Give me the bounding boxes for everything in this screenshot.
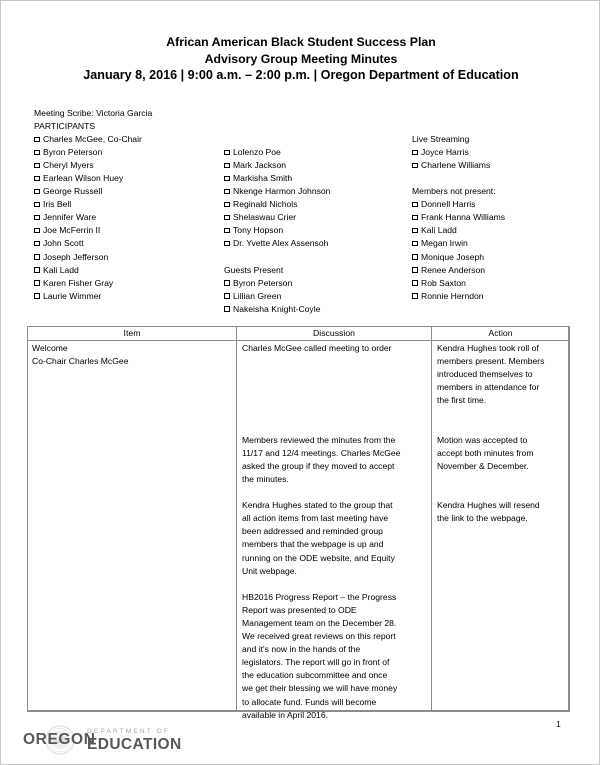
logo-text-oregon: OREGON — [23, 731, 96, 748]
discussion-line: to allocate fund. Funds will become — [242, 696, 377, 707]
participant-item — [224, 211, 404, 224]
action-line: accept both minutes from — [437, 447, 534, 458]
participant-name: George Russell — [43, 186, 103, 197]
checkbox-icon — [412, 163, 418, 169]
participant-name: Lolenzo Poe — [233, 147, 281, 158]
participant-item — [34, 172, 224, 185]
checkbox-icon — [412, 241, 418, 247]
absent-name: Renee Anderson — [421, 264, 486, 275]
checkbox-icon — [34, 228, 40, 234]
discussion-line: and it's now in the hands of the — [242, 644, 361, 655]
participant-item — [34, 133, 224, 146]
absent-item — [412, 277, 577, 290]
participant-name: Reginald Nichols — [233, 199, 298, 210]
doc-title-line-2: Advisory Group Meeting Minutes — [204, 51, 398, 66]
doc-title-line-3: January 8, 2016 | 9:00 a.m. – 2:00 p.m. | Oregon Department of Education — [83, 68, 519, 82]
checkbox-icon — [224, 293, 230, 299]
checkbox-icon — [412, 254, 418, 260]
participant-name: Jennifer Ware — [43, 212, 97, 223]
participants-section — [34, 107, 574, 323]
action-line: members present. Members — [437, 356, 545, 367]
participant-item — [34, 237, 224, 250]
action-line: Kendra Hughes took roll of — [437, 343, 539, 353]
participant-item — [34, 211, 224, 224]
participant-item — [224, 185, 404, 198]
checkbox-icon — [224, 241, 230, 247]
participants-column-2 — [224, 133, 404, 316]
discussion-line: asked the group if they moved to accept — [242, 460, 395, 471]
discussion-line: the minutes. — [242, 473, 289, 484]
cell-action — [432, 341, 572, 525]
checkbox-icon — [34, 176, 40, 182]
cell-discussion — [237, 341, 447, 722]
participants-column-3 — [412, 133, 577, 303]
action-line — [437, 407, 572, 420]
participant-name: Joe McFerrin II — [43, 225, 101, 236]
checkbox-icon — [224, 189, 230, 195]
discussion-line: members that the webpage is up and — [242, 539, 384, 550]
absent-name: Frank Hanna Williams — [421, 212, 506, 223]
minutes-table — [27, 326, 570, 720]
absent-name: Rob Saxton — [421, 277, 466, 288]
absent-item — [412, 264, 577, 277]
checkbox-icon — [34, 254, 40, 260]
discussion-line: we get their blessing we will have money — [242, 683, 398, 694]
discussion-line: Unit webpage. — [242, 565, 297, 576]
checkbox-icon — [34, 150, 40, 156]
absent-name: Kali Ladd — [421, 225, 457, 236]
participant-item — [34, 198, 224, 211]
discussion-line: available in April 2016. — [242, 709, 328, 720]
checkbox-icon — [224, 176, 230, 182]
discussion-line: Members reviewed the minutes from the — [242, 434, 396, 445]
checkbox-icon — [34, 280, 40, 286]
action-line: November & December. — [437, 460, 529, 471]
column-header-item: Item — [123, 328, 141, 338]
participant-item — [34, 264, 224, 277]
discussion-line: the education subcommittee and once — [242, 670, 388, 681]
participant-item — [224, 224, 404, 237]
discussion-line — [242, 355, 447, 368]
participant-name: Mark Jackson — [233, 160, 287, 171]
participant-name: Karen Fisher Gray — [43, 277, 114, 288]
participant-name: Nkenge Harmon Johnson — [233, 186, 331, 197]
checkbox-icon — [412, 280, 418, 286]
checkbox-icon — [224, 228, 230, 234]
checkbox-icon — [34, 163, 40, 169]
discussion-line: running on the ODE website, and Equity — [242, 552, 395, 563]
participant-name: Shelaswau Crier — [233, 212, 297, 223]
absent-item — [412, 251, 577, 264]
live-streaming-name: Joyce Harris — [421, 147, 469, 158]
live-streaming-label: Live Streaming — [412, 134, 470, 145]
absent-item — [412, 224, 577, 237]
participant-name: Tony Hopson — [233, 225, 284, 236]
participant-name: Laurie Wimmer — [43, 290, 102, 301]
doc-title-line-1: African American Black Student Success Plan — [166, 35, 436, 49]
checkbox-icon — [34, 189, 40, 195]
participant-item — [34, 159, 224, 172]
checkbox-icon — [34, 137, 40, 143]
absent-item — [412, 198, 577, 211]
discussion-line: Management team on the December 28. — [242, 617, 397, 628]
item-line: Co-Chair Charles McGee — [32, 356, 129, 367]
discussion-line: all action items from last meeting have — [242, 513, 389, 524]
action-line — [437, 473, 572, 486]
cell-item — [28, 341, 236, 368]
table-row — [28, 341, 568, 720]
checkbox-icon — [34, 215, 40, 221]
meeting-scribe: Meeting Scribe: Victoria Garcia — [34, 108, 153, 118]
discussion-line: legislators. The report will go in front of — [242, 657, 390, 668]
live-streaming-item — [412, 159, 577, 172]
participant-item — [224, 146, 404, 159]
absent-name: Monique Joseph — [421, 251, 485, 262]
checkbox-icon — [412, 202, 418, 208]
checkbox-icon — [412, 150, 418, 156]
participant-item — [34, 251, 224, 264]
participant-name: Dr. Yvette Alex Assensoh — [233, 238, 329, 249]
guest-name: Byron Peterson — [233, 277, 293, 288]
discussion-line — [242, 394, 447, 407]
document-header — [1, 34, 600, 84]
absent-item — [412, 211, 577, 224]
action-line: Kendra Hughes will resend — [437, 500, 540, 511]
absent-name: Megan Irwin — [421, 238, 468, 249]
discussion-line: been addressed and reminded group — [242, 526, 383, 537]
checkbox-icon — [224, 306, 230, 312]
action-line — [437, 421, 572, 434]
guest-item — [224, 303, 404, 316]
checkbox-icon — [224, 163, 230, 169]
checkbox-icon — [224, 202, 230, 208]
guest-item — [224, 290, 404, 303]
participant-name: Cheryl Myers — [43, 160, 94, 171]
checkbox-icon — [412, 267, 418, 273]
action-line: members in attendance for — [437, 382, 540, 393]
discussion-line — [242, 486, 447, 499]
participant-item — [34, 290, 224, 303]
participant-name: Kali Ladd — [43, 264, 79, 275]
checkbox-icon — [34, 293, 40, 299]
participant-name: Byron Peterson — [43, 147, 103, 158]
table-header-row — [28, 327, 568, 341]
page-number: 1 — [556, 719, 561, 729]
column-header-discussion: Discussion — [236, 327, 431, 340]
participant-name: Charles McGee, Co-Chair — [43, 134, 142, 145]
live-streaming-name: Charlene Williams — [421, 160, 491, 171]
guest-name: Lillian Green — [233, 290, 282, 301]
guest-item — [224, 277, 404, 290]
guest-name: Nakeisha Knight-Coyle — [233, 303, 321, 314]
participant-item — [34, 224, 224, 237]
column-header-action: Action — [431, 327, 569, 340]
oregon-department-of-education-logo — [23, 725, 243, 757]
checkbox-icon — [224, 215, 230, 221]
action-line: the link to the webpage. — [437, 513, 528, 524]
absent-item — [412, 290, 577, 303]
discussion-line — [242, 407, 447, 420]
checkbox-icon — [412, 228, 418, 234]
action-line — [437, 486, 572, 499]
participant-item — [34, 277, 224, 290]
participant-name: Joseph Jefferson — [43, 251, 109, 262]
participant-item — [224, 198, 404, 211]
checkbox-icon — [224, 150, 230, 156]
discussion-line: Kendra Hughes stated to the group that — [242, 500, 393, 511]
discussion-line — [242, 421, 447, 434]
column-spacer — [224, 251, 404, 264]
participant-item — [224, 159, 404, 172]
logo-text-education: EDUCATION — [87, 736, 182, 753]
checkbox-icon — [34, 241, 40, 247]
action-line: Motion was accepted to — [437, 434, 528, 445]
participants-columns — [34, 133, 574, 323]
absent-name: Donnell Harris — [421, 199, 476, 210]
action-line: the first time. — [437, 395, 487, 406]
absent-name: Ronnie Herndon — [421, 290, 484, 301]
guests-present-label: Guests Present — [224, 264, 284, 275]
discussion-line — [242, 381, 447, 394]
members-not-present-label: Members not present: — [412, 186, 496, 197]
live-streaming-item — [412, 146, 577, 159]
checkbox-icon — [224, 280, 230, 286]
participants-column-1 — [34, 133, 224, 303]
participant-item — [34, 146, 224, 159]
participant-name: Earlean Wilson Huey — [43, 173, 124, 184]
item-line: Welcome — [32, 343, 68, 353]
absent-item — [412, 237, 577, 250]
checkbox-icon — [34, 267, 40, 273]
checkbox-icon — [412, 293, 418, 299]
logo-text-department-of: DEPARTMENT OF — [87, 728, 170, 735]
participant-item — [34, 185, 224, 198]
discussion-line — [242, 368, 447, 381]
discussion-line: 11/17 and 12/4 meetings. Charles McGee — [242, 447, 401, 458]
action-line: introduced themselves to — [437, 369, 533, 380]
participant-item — [224, 172, 404, 185]
checkbox-icon — [412, 215, 418, 221]
checkbox-icon — [34, 202, 40, 208]
participants-label: PARTICIPANTS — [34, 121, 96, 132]
participant-item — [224, 237, 404, 250]
discussion-line: HB2016 Progress Report – the Progress — [242, 591, 397, 602]
discussion-line: We received great reviews on this report — [242, 631, 396, 642]
discussion-line: Report was presented to ODE — [242, 604, 357, 615]
participant-name: Iris Bell — [43, 199, 72, 210]
discussion-line — [242, 578, 447, 591]
participant-name: John Scott — [43, 238, 84, 249]
column-spacer — [412, 172, 577, 185]
participant-name: Markisha Smith — [233, 173, 293, 184]
discussion-line: Charles McGee called meeting to order — [242, 343, 392, 353]
